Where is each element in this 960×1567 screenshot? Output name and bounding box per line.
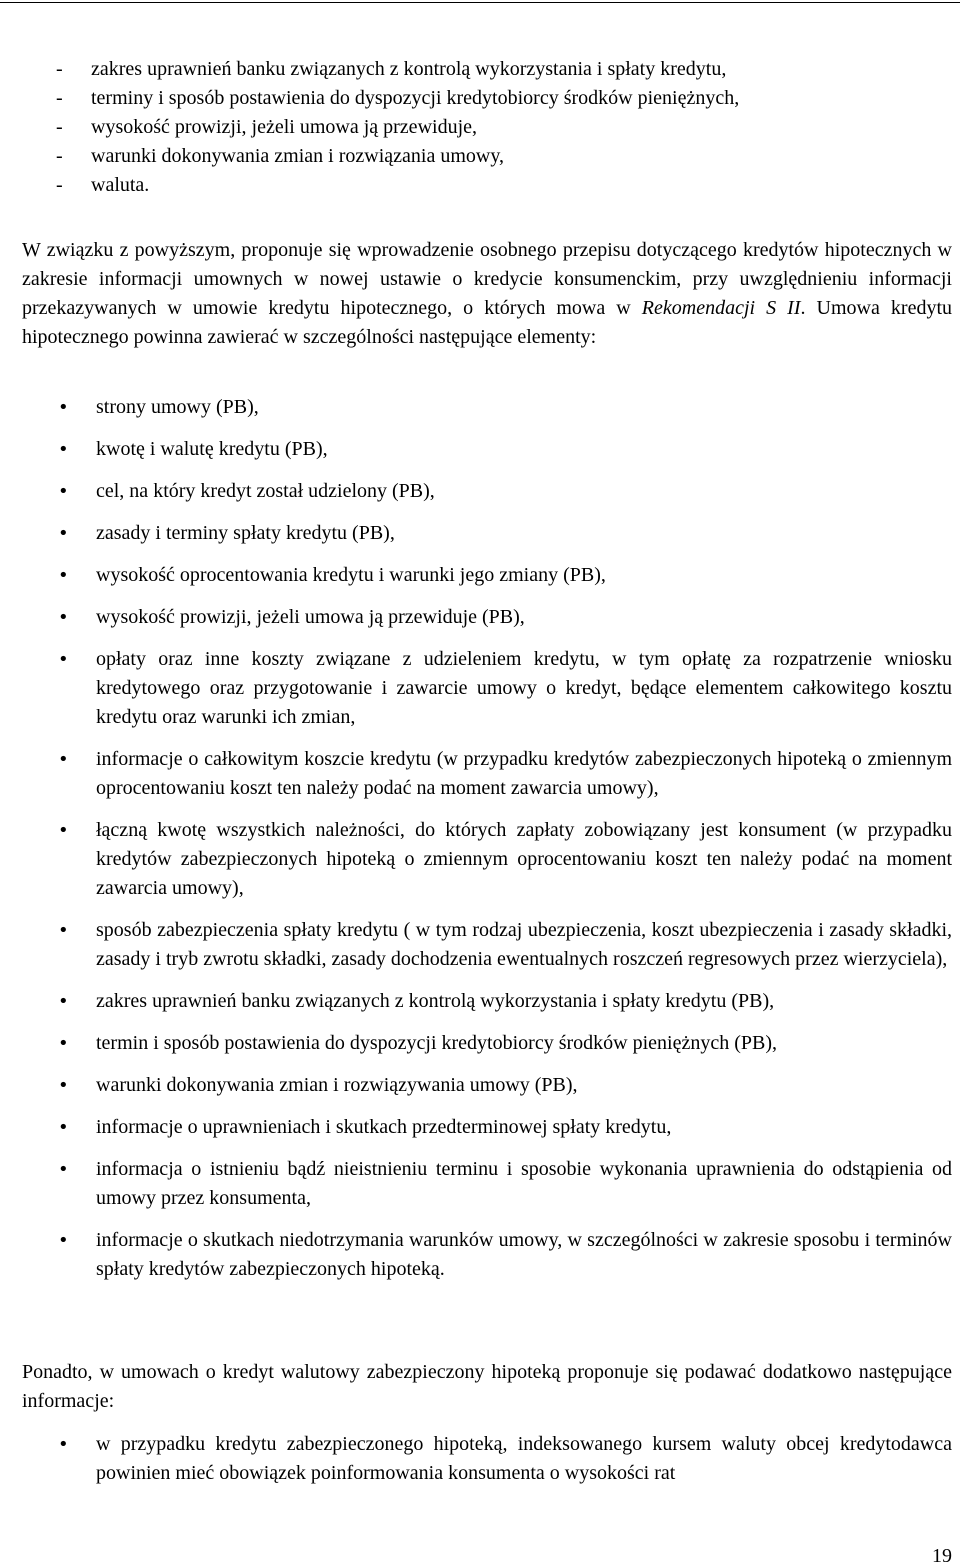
contract-elements-list — [58, 393, 952, 1297]
list-item: • strony umowy (PB), — [58, 393, 952, 422]
list-item: • informacje o skutkach niedotrzymania warunków umowy, w szczególności w zakresie sposobu i terminów spłaty kredytów zabezpieczonych hipoteką. — [58, 1226, 952, 1284]
intro-text-b: . Umowa kredytu hipotecznego powinna zawierać w szczególności następujące elementy: — [22, 297, 953, 348]
page-number: 19 — [932, 1545, 952, 1567]
dash-list-item: - terminy i sposób postawienia do dyspozycji kredytobiorcy środków pieniężnych, — [56, 84, 936, 113]
list-item: • termin i sposób postawienia do dyspozycji kredytobiorcy środków pieniężnych (PB), — [58, 1029, 952, 1058]
list-item: • kwotę i walutę kredytu (PB), — [58, 435, 952, 464]
list-item: • informacje o uprawnieniach i skutkach przedterminowej spłaty kredytu, — [58, 1113, 952, 1142]
list-item: • informacja o istnieniu bądź nieistnieniu terminu i sposobie wykonania uprawnienia do odstąpienia od umowy przez konsumenta, — [58, 1155, 952, 1213]
list-item: • warunki dokonywania zmian i rozwiązywania umowy (PB), — [58, 1071, 952, 1100]
dash-list-item: - zakres uprawnień banku związanych z kontrolą wykorzystania i spłaty kredytu, — [56, 55, 936, 84]
currency-paragraph: Ponadto, w umowach o kredyt walutowy zabezpieczony hipoteką proponuje się podawać dodatkowo następujące informacje: — [22, 1361, 952, 1412]
currency-info-list — [58, 1430, 952, 1501]
header-rule — [0, 2, 960, 3]
list-item: • wysokość prowizji, jeżeli umowa ją przewiduje (PB), — [58, 603, 952, 632]
list-item: • cel, na który kredyt został udzielony (PB), — [58, 477, 952, 506]
list-item: • zakres uprawnień banku związanych z kontrolą wykorzystania i spłaty kredytu (PB), — [58, 987, 952, 1016]
list-item: • zasady i terminy spłaty kredytu (PB), — [58, 519, 952, 548]
list-item: • wysokość oprocentowania kredytu i warunki jego zmiany (PB), — [58, 561, 952, 590]
dash-list-item: - wysokość prowizji, jeżeli umowa ją przewiduje, — [56, 113, 936, 142]
recommendation-reference: Rekomendacji S II — [641, 297, 801, 319]
dash-list — [56, 55, 936, 200]
list-item: • informacje o całkowitym koszcie kredytu (w przypadku kredytów zabezpieczonych hipoteką o zmiennym oprocentowaniu koszt ten należy podać na moment zawarcia umowy), — [58, 745, 952, 803]
list-item: • łączną kwotę wszystkich należności, do których zapłaty zobowiązany jest konsument (w przypadku kredytów zabezpieczonych hipoteką o zmiennym oprocentowaniu koszt ten należy podać na moment zawarcia umowy), — [58, 816, 952, 903]
list-item: • w przypadku kredytu zabezpieczonego hipoteką, indeksowanego kursem waluty obcej kredytodawca powinien mieć obowiązek poinformowania konsumenta o wysokości rat — [58, 1430, 952, 1488]
list-item: • opłaty oraz inne koszty związane z udzieleniem kredytu, w tym opłatę za rozpatrzenie wniosku kredytowego oraz przygotowanie i zawarcie umowy o kredyt, będące elementem całkowitego kosztu kredytu oraz warunki ich zmian, — [58, 645, 952, 732]
dash-list-item: - waluta. — [56, 171, 936, 200]
dash-list-item: - warunki dokonywania zmian i rozwiązania umowy, — [56, 142, 936, 171]
intro-paragraph — [22, 236, 952, 352]
intro-text-a: W związku z powyższym, proponuje się wprowadzenie osobnego przepisu dotyczącego kredytów hipotecznych w zakresie informacji umownych w nowej ustawie o kredycie konsumenckim, przy uwzględnieniu informacji przekazywanych w umowie kredytu hipotecznego, o których mowa w — [22, 239, 952, 319]
list-item: • sposób zabezpieczenia spłaty kredytu ( w tym rodzaj ubezpieczenia, koszt ubezpieczenia i zasady składki, zasady i tryb zwrotu składki, zasady dochodzenia ewentualnych roszczeń regresowych przez wierzyciela), — [58, 916, 952, 974]
